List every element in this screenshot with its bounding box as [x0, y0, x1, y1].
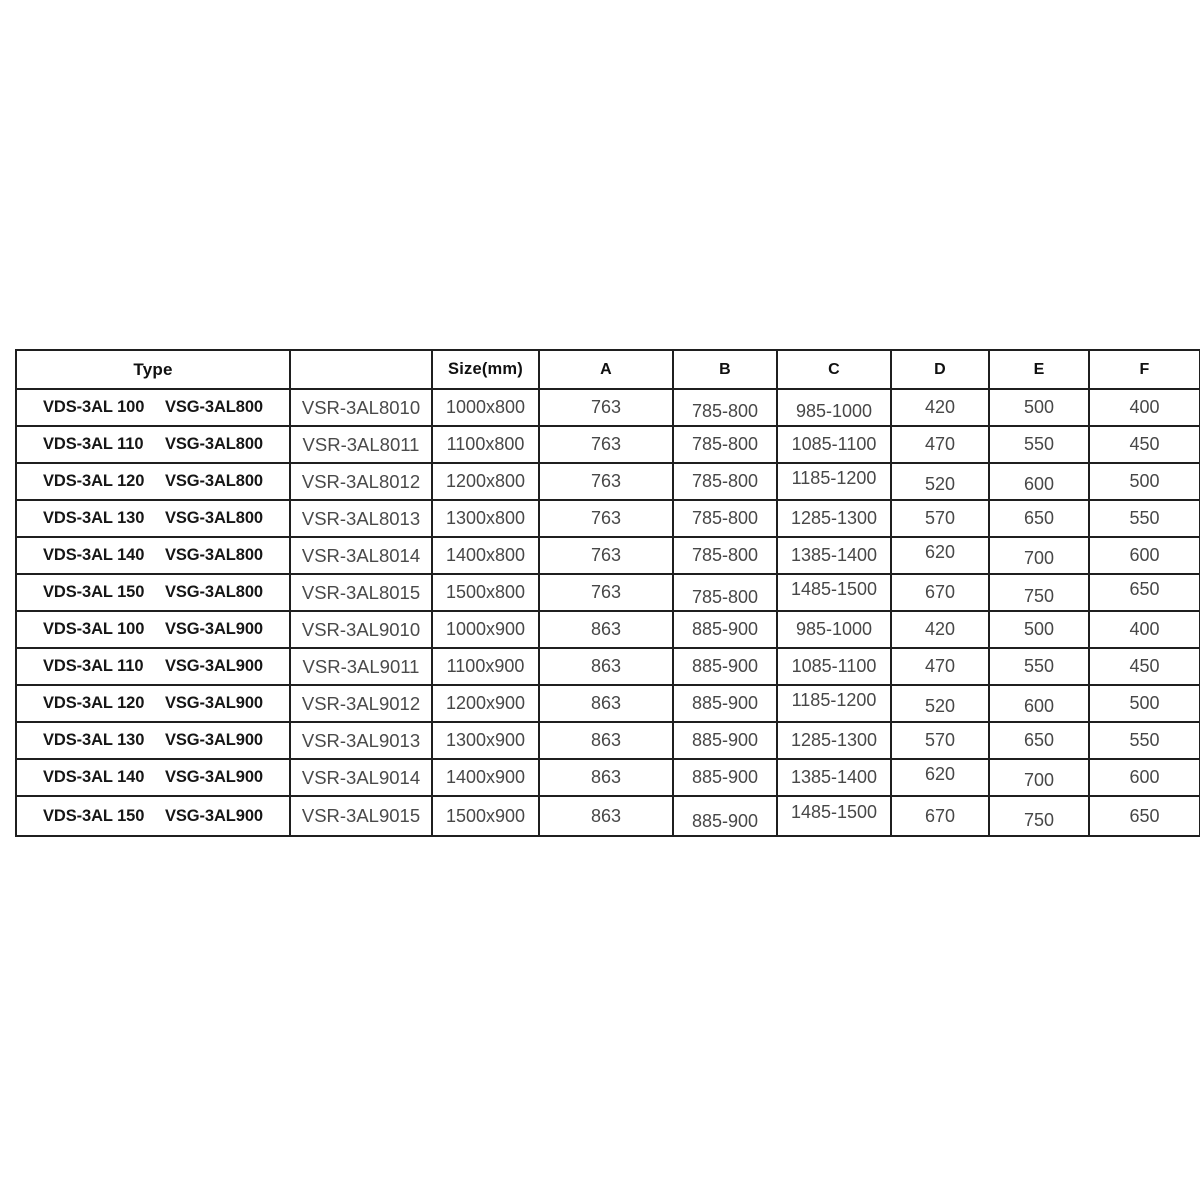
type-vds-label: VDS-3AL 120 [43, 694, 145, 712]
type-vsg-label: VSG-3AL800 [164, 398, 263, 416]
type-vds-label: VDS-3AL 120 [43, 472, 145, 490]
type-vsg-label: VSG-3AL900 [164, 806, 263, 825]
size-cell: 1500x800 [432, 574, 539, 611]
type-cell [16, 611, 290, 648]
e-cell: 500 [989, 611, 1089, 648]
c-cell: 985-1000 [777, 611, 891, 648]
model-cell: VSR-3AL9013 [290, 722, 432, 759]
size-cell: 1400x900 [432, 759, 539, 796]
model-cell: VSR-3AL8015 [290, 574, 432, 611]
type-vds-label: VDS-3AL 150 [43, 806, 145, 825]
size-cell: 1200x900 [432, 685, 539, 722]
table-row [16, 537, 1200, 574]
f-cell: 550 [1089, 500, 1200, 537]
d-cell: 620 [891, 534, 989, 571]
type-cell [16, 389, 290, 426]
type-vsg-label: VSG-3AL900 [164, 731, 263, 749]
size-cell: 1000x800 [432, 389, 539, 426]
d-cell: 620 [891, 756, 989, 793]
table-row [16, 685, 1200, 722]
column-header-model [290, 350, 432, 389]
a-cell: 863 [539, 685, 673, 722]
model-cell: VSR-3AL8010 [290, 389, 432, 426]
f-cell: 400 [1089, 611, 1200, 648]
f-cell: 500 [1089, 463, 1200, 500]
c-cell: 1185-1200 [777, 682, 891, 719]
f-cell: 600 [1089, 759, 1200, 796]
b-cell: 885-900 [673, 801, 777, 841]
c-cell: 1085-1100 [777, 426, 891, 463]
b-cell: 885-900 [673, 759, 777, 796]
b-cell: 885-900 [673, 611, 777, 648]
column-header-a: A [539, 350, 673, 389]
column-header-size: Size(mm) [432, 350, 539, 389]
b-cell: 785-800 [673, 463, 777, 500]
type-vsg-label: VSG-3AL900 [164, 620, 263, 638]
c-cell: 1285-1300 [777, 500, 891, 537]
type-vsg-label: VSG-3AL800 [164, 509, 263, 527]
type-cell [16, 537, 290, 574]
type-vsg-label: VSG-3AL800 [164, 435, 263, 453]
column-header-e: E [989, 350, 1089, 389]
d-cell: 470 [891, 648, 989, 685]
type-cell [16, 426, 290, 463]
a-cell: 763 [539, 463, 673, 500]
table-row [16, 426, 1200, 463]
a-cell: 863 [539, 796, 673, 836]
size-cell: 1100x800 [432, 426, 539, 463]
b-cell: 885-900 [673, 722, 777, 759]
column-header-b: B [673, 350, 777, 389]
table-row [16, 722, 1200, 759]
column-header-c: C [777, 350, 891, 389]
model-cell: VSR-3AL9011 [290, 648, 432, 685]
model-cell: VSR-3AL9012 [290, 685, 432, 722]
table-row [16, 759, 1200, 796]
c-cell: 1385-1400 [777, 759, 891, 796]
type-cell [16, 574, 290, 611]
c-cell: 1385-1400 [777, 537, 891, 574]
type-cell [16, 722, 290, 759]
c-cell: 1185-1200 [777, 460, 891, 497]
size-cell: 1000x900 [432, 611, 539, 648]
type-vds-label: VDS-3AL 110 [43, 657, 144, 675]
type-cell [16, 500, 290, 537]
a-cell: 763 [539, 500, 673, 537]
spec-table-container [15, 349, 1199, 837]
type-cell [16, 796, 290, 836]
b-cell: 885-900 [673, 685, 777, 722]
f-cell: 400 [1089, 389, 1200, 426]
model-cell: VSR-3AL9014 [290, 759, 432, 796]
b-cell: 785-800 [673, 500, 777, 537]
type-vds-label: VDS-3AL 100 [43, 398, 145, 416]
table-header-row [16, 350, 1200, 389]
f-cell: 650 [1089, 571, 1200, 608]
e-cell: 750 [989, 578, 1089, 615]
table-row [16, 463, 1200, 500]
model-cell: VSR-3AL8014 [290, 537, 432, 574]
model-cell: VSR-3AL8013 [290, 500, 432, 537]
a-cell: 763 [539, 537, 673, 574]
c-cell: 1485-1500 [777, 792, 891, 832]
type-vds-label: VDS-3AL 110 [43, 435, 144, 453]
type-vsg-label: VSG-3AL800 [164, 583, 263, 601]
size-cell: 1300x900 [432, 722, 539, 759]
type-cell [16, 759, 290, 796]
size-cell: 1100x900 [432, 648, 539, 685]
model-cell: VSR-3AL8012 [290, 463, 432, 500]
a-cell: 863 [539, 648, 673, 685]
b-cell: 785-800 [673, 537, 777, 574]
type-vds-label: VDS-3AL 130 [43, 731, 145, 749]
a-cell: 763 [539, 389, 673, 426]
d-cell: 670 [891, 574, 989, 611]
d-cell: 570 [891, 500, 989, 537]
d-cell: 570 [891, 722, 989, 759]
f-cell: 500 [1089, 685, 1200, 722]
d-cell: 520 [891, 688, 989, 725]
table-row [16, 389, 1200, 426]
e-cell: 500 [989, 389, 1089, 426]
a-cell: 763 [539, 426, 673, 463]
b-cell: 785-800 [673, 426, 777, 463]
column-header-d: D [891, 350, 989, 389]
size-cell: 1400x800 [432, 537, 539, 574]
type-vsg-label: VSG-3AL900 [164, 657, 263, 675]
type-vsg-label: VSG-3AL800 [164, 546, 263, 564]
type-vds-label: VDS-3AL 140 [43, 546, 145, 564]
f-cell: 600 [1089, 537, 1200, 574]
e-cell: 650 [989, 500, 1089, 537]
e-cell: 550 [989, 648, 1089, 685]
table-row [16, 574, 1200, 611]
a-cell: 863 [539, 722, 673, 759]
model-cell: VSR-3AL9010 [290, 611, 432, 648]
e-cell: 700 [989, 540, 1089, 577]
e-cell: 600 [989, 688, 1089, 725]
b-cell: 885-900 [673, 648, 777, 685]
model-cell: VSR-3AL9015 [290, 796, 432, 836]
type-cell [16, 463, 290, 500]
type-vsg-label: VSG-3AL900 [164, 694, 263, 712]
d-cell: 420 [891, 611, 989, 648]
c-cell: 1485-1500 [777, 571, 891, 608]
spec-table [15, 349, 1200, 837]
d-cell: 670 [891, 796, 989, 836]
f-cell: 450 [1089, 648, 1200, 685]
e-cell: 750 [989, 800, 1089, 840]
a-cell: 863 [539, 759, 673, 796]
e-cell: 650 [989, 722, 1089, 759]
d-cell: 520 [891, 466, 989, 503]
type-vds-label: VDS-3AL 100 [43, 620, 145, 638]
c-cell: 985-1000 [777, 393, 891, 430]
model-cell: VSR-3AL8011 [290, 426, 432, 463]
size-cell: 1200x800 [432, 463, 539, 500]
type-vds-label: VDS-3AL 150 [43, 583, 145, 601]
table-row [16, 500, 1200, 537]
type-vds-label: VDS-3AL 140 [43, 768, 145, 786]
e-cell: 600 [989, 466, 1089, 503]
table-row [16, 796, 1200, 836]
table-row [16, 648, 1200, 685]
f-cell: 450 [1089, 426, 1200, 463]
c-cell: 1285-1300 [777, 722, 891, 759]
e-cell: 700 [989, 762, 1089, 799]
column-header-type: Type [16, 350, 290, 389]
size-cell: 1500x900 [432, 796, 539, 836]
size-cell: 1300x800 [432, 500, 539, 537]
a-cell: 763 [539, 574, 673, 611]
e-cell: 550 [989, 426, 1089, 463]
type-vds-label: VDS-3AL 130 [43, 509, 145, 527]
b-cell: 785-800 [673, 393, 777, 430]
type-vsg-label: VSG-3AL900 [164, 768, 263, 786]
a-cell: 863 [539, 611, 673, 648]
d-cell: 470 [891, 426, 989, 463]
c-cell: 1085-1100 [777, 648, 891, 685]
column-header-f: F [1089, 350, 1200, 389]
f-cell: 550 [1089, 722, 1200, 759]
f-cell: 650 [1089, 796, 1200, 836]
type-cell [16, 648, 290, 685]
d-cell: 420 [891, 389, 989, 426]
type-vsg-label: VSG-3AL800 [164, 472, 263, 490]
b-cell: 785-800 [673, 579, 777, 616]
type-cell [16, 685, 290, 722]
table-row [16, 611, 1200, 648]
